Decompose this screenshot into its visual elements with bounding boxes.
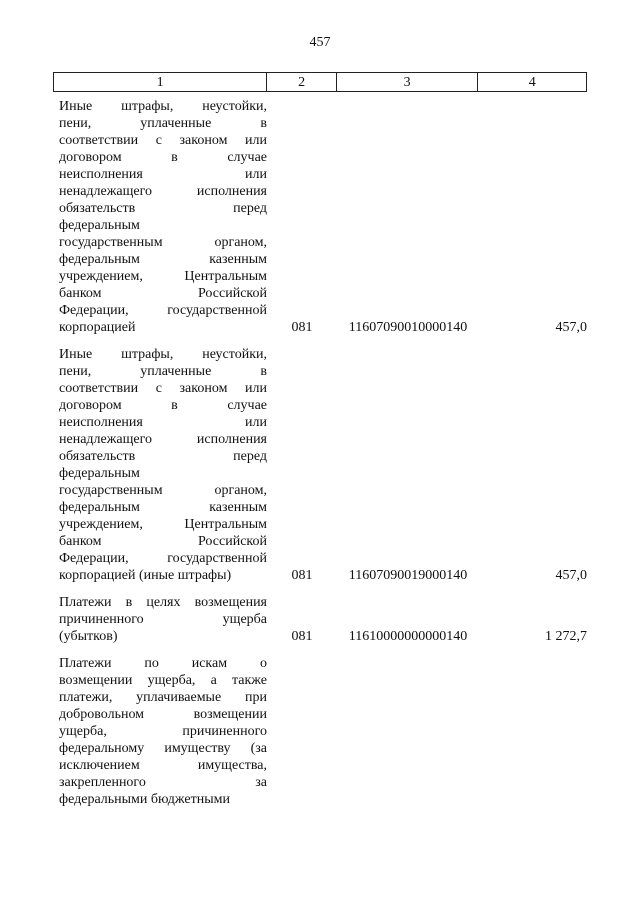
row-description — [59, 655, 267, 808]
description-line: договором в случае — [59, 398, 267, 413]
description-line: Платежи в целях возмещения — [59, 595, 267, 610]
row-amount: 1 272,7 — [545, 629, 587, 644]
row-budget-code: 11610000000000140 — [348, 629, 468, 644]
description-line: ненадлежащего исполнения — [59, 432, 267, 447]
description-line: платежи, уплачиваемые при — [59, 690, 267, 705]
description-line: федеральным казенным — [59, 252, 267, 267]
description-line: федеральному имуществу (за — [59, 741, 267, 756]
description-line: закрепленного за — [59, 775, 267, 790]
description-line: соответствии с законом или — [59, 133, 267, 148]
description-line: неисполнения или — [59, 415, 267, 430]
description-line: добровольном возмещении — [59, 707, 267, 722]
description-line: (убытков) — [59, 629, 118, 644]
description-line: Платежи по искам о — [59, 656, 267, 671]
description-line: корпорацией — [59, 320, 136, 335]
description-line: ущерба, причиненного — [59, 724, 267, 739]
row-admin-code: 081 — [291, 320, 313, 335]
description-line: неисполнения или — [59, 167, 267, 182]
description-line: Иные штрафы, неустойки, — [59, 347, 267, 362]
description-line: договором в случае — [59, 150, 267, 165]
table-row — [53, 655, 587, 808]
description-line: государственным органом, — [59, 483, 267, 498]
description-line: обязательств перед — [59, 449, 267, 464]
row-amount: 457,0 — [555, 320, 587, 335]
description-line: возмещении ущерба, а также — [59, 673, 267, 688]
table-row — [53, 346, 587, 584]
description-line: корпорацией (иные штрафы) — [59, 568, 232, 583]
description-line: учреждением, Центральным — [59, 269, 267, 284]
description-line: ненадлежащего исполнения — [59, 184, 267, 199]
description-line: федеральным — [59, 218, 140, 233]
description-line: причиненного ущерба — [59, 612, 267, 627]
description-line: федеральным казенным — [59, 500, 267, 515]
description-line: федеральными бюджетными — [59, 792, 230, 807]
column-header-1: 1 — [54, 73, 267, 91]
row-description — [59, 594, 267, 645]
description-line: обязательств перед — [59, 201, 267, 216]
description-line: федеральным — [59, 466, 140, 481]
column-header-3: 3 — [337, 73, 478, 91]
row-description — [59, 346, 267, 584]
description-line: исключением имущества, — [59, 758, 267, 773]
description-line: пени, уплаченные в — [59, 116, 267, 131]
row-amount: 457,0 — [555, 568, 587, 583]
description-line: Федерации, государственной — [59, 303, 267, 318]
description-line: соответствии с законом или — [59, 381, 267, 396]
table-body — [53, 98, 587, 818]
column-header-row — [53, 72, 587, 92]
description-line: банком Российской — [59, 286, 267, 301]
description-line: государственным органом, — [59, 235, 267, 250]
description-line: Федерации, государственной — [59, 551, 267, 566]
description-line: банком Российской — [59, 534, 267, 549]
page-number: 457 — [309, 35, 331, 50]
row-admin-code: 081 — [291, 568, 313, 583]
row-admin-code: 081 — [291, 629, 313, 644]
table-row — [53, 594, 587, 645]
column-header-2: 2 — [267, 73, 337, 91]
row-budget-code: 11607090010000140 — [348, 320, 468, 335]
row-description — [59, 98, 267, 336]
description-line: Иные штрафы, неустойки, — [59, 99, 267, 114]
table-row — [53, 98, 587, 336]
description-line: пени, уплаченные в — [59, 364, 267, 379]
column-header-4: 4 — [528, 75, 536, 90]
description-line: учреждением, Центральным — [59, 517, 267, 532]
row-budget-code: 11607090019000140 — [348, 568, 468, 583]
